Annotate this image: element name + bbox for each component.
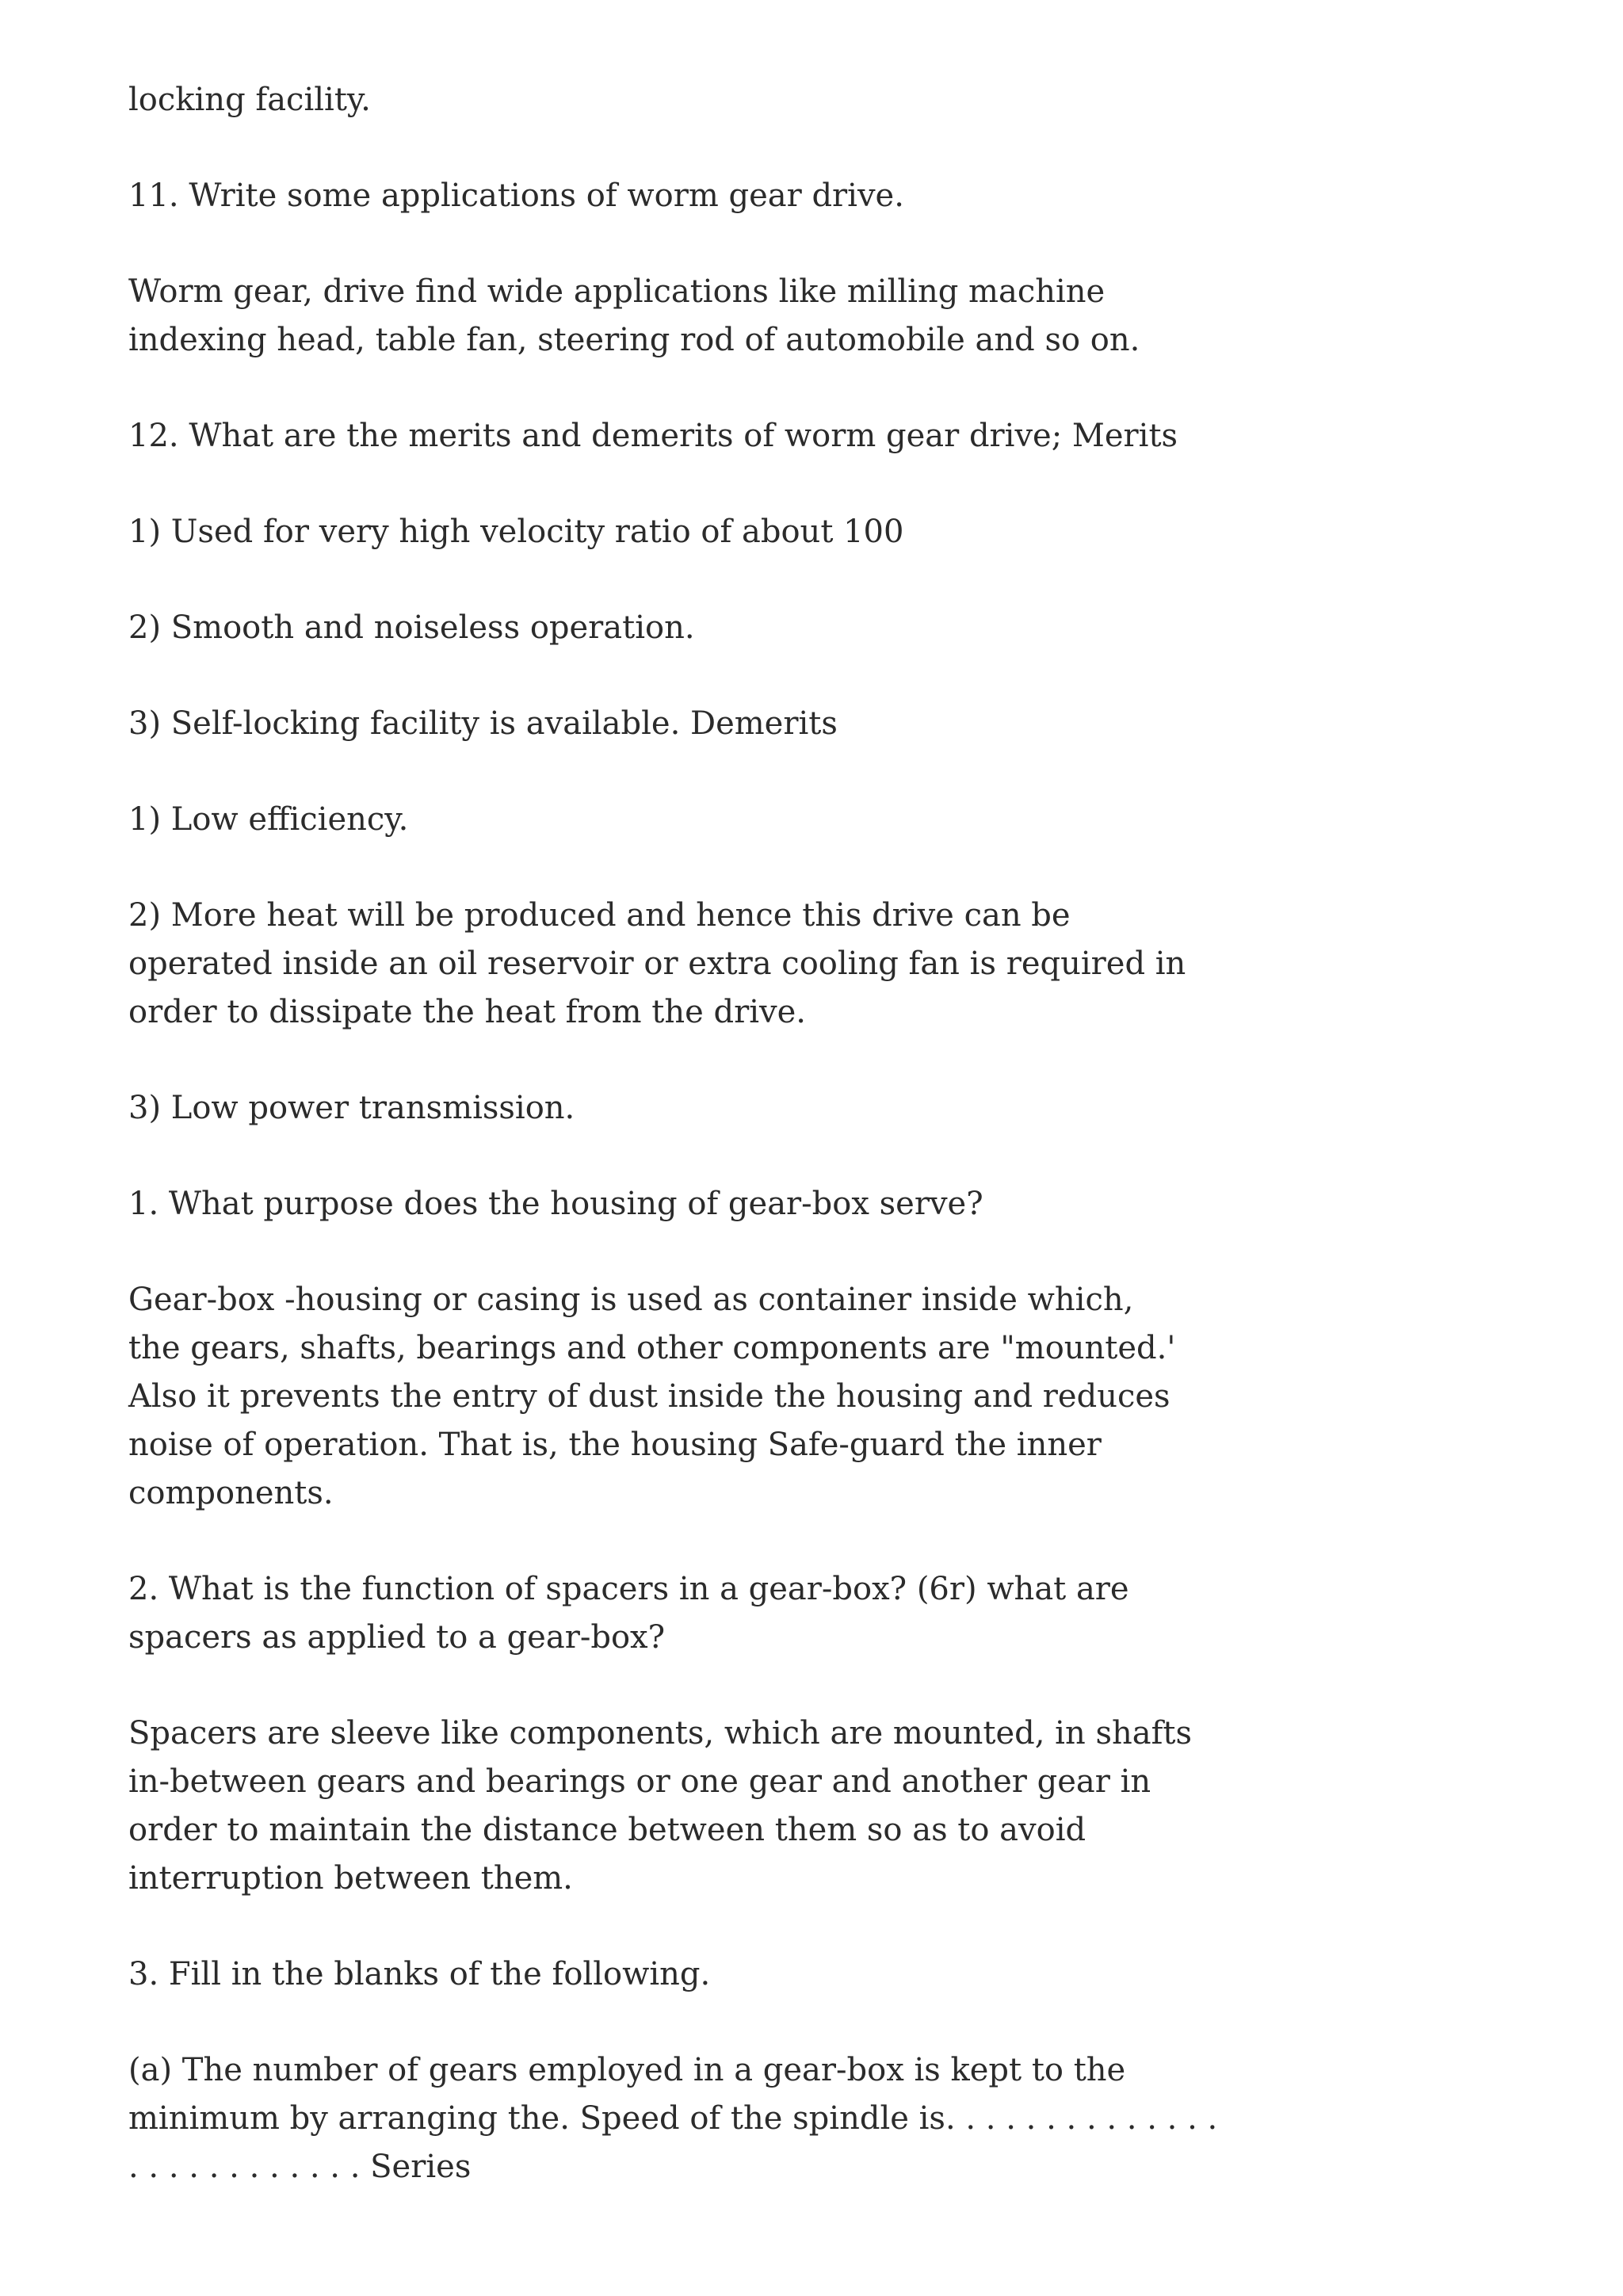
list-item [128, 700, 1079, 748]
text-line: Spacers are sleeve like components, which are mounted, in shafts [128, 1715, 1192, 1752]
text-line: in-between gears and bearings or one gear and another gear in [128, 1763, 1151, 1800]
list-item [128, 796, 1079, 844]
text-line: components. [128, 1475, 334, 1511]
list-item [128, 892, 1186, 1037]
text-line: Gear-box -housing or casing is used as container inside which, [128, 1282, 1134, 1318]
text-line: (a) The number of gears employed in a gear-box is kept to the [128, 2052, 1126, 2088]
paragraph [128, 1710, 1192, 1903]
text-line: minimum by arranging the. Speed of the spindle is. . . . . . . . . . . . . . [128, 2100, 1218, 2137]
document-body [128, 76, 1218, 2239]
text-line: interruption between them. [128, 1860, 573, 1897]
text-line: operated inside an oil reservoir or extra cooling fan is required in [128, 946, 1186, 982]
text-line: . . . . . . . . . . . . Series [128, 2149, 472, 2185]
list-item [128, 1084, 1079, 1133]
list-item [128, 508, 1079, 556]
paragraph [128, 1276, 1176, 1518]
text-line: spacers as applied to a gear-box? [128, 1619, 666, 1656]
question-heading [128, 1950, 1079, 1999]
text-line: 3) Self-locking facility is available. Demerits [128, 705, 838, 742]
text-line: 2) Smooth and noiseless operation. [128, 609, 695, 646]
text-line: indexing head, table fan, steering rod of automobile and so on. [128, 322, 1140, 358]
text-line: noise of operation. That is, the housing Safe-guard the inner [128, 1427, 1102, 1463]
paragraph [128, 2046, 1218, 2191]
text-line: 12. What are the merits and demerits of worm gear drive; Merits [128, 418, 1178, 454]
text-line: Worm gear, drive find wide applications like milling machine [128, 273, 1106, 310]
text-line: 3. Fill in the blanks of the following. [128, 1956, 711, 1992]
paragraph [128, 268, 1140, 365]
question-heading [128, 1565, 1129, 1662]
text-line: 2) More heat will be produced and hence this drive can be [128, 897, 1071, 934]
text-line: order to dissipate the heat from the drive. [128, 994, 807, 1030]
paragraph [128, 76, 1079, 124]
question-heading [128, 412, 1178, 460]
text-line: 11. Write some applications of worm gear drive. [128, 178, 904, 214]
question-heading [128, 1180, 1079, 1228]
text-line: locking facility. [128, 82, 371, 118]
text-line: 3) Low power transmission. [128, 1090, 575, 1126]
text-line: 1) Low efficiency. [128, 801, 409, 838]
text-line: order to maintain the distance between them so as to avoid [128, 1812, 1086, 1848]
text-line: 1. What purpose does the housing of gear-box serve? [128, 1186, 983, 1222]
text-line: 1) Used for very high velocity ratio of about 100 [128, 514, 904, 550]
text-line: the gears, shafts, bearings and other components are "mounted.' [128, 1330, 1176, 1366]
text-line: Also it prevents the entry of dust inside the housing and reduces [128, 1378, 1170, 1415]
text-line: 2. What is the function of spacers in a gear-box? (6r) what are [128, 1571, 1129, 1607]
list-item [128, 604, 1079, 652]
question-heading [128, 172, 1079, 220]
